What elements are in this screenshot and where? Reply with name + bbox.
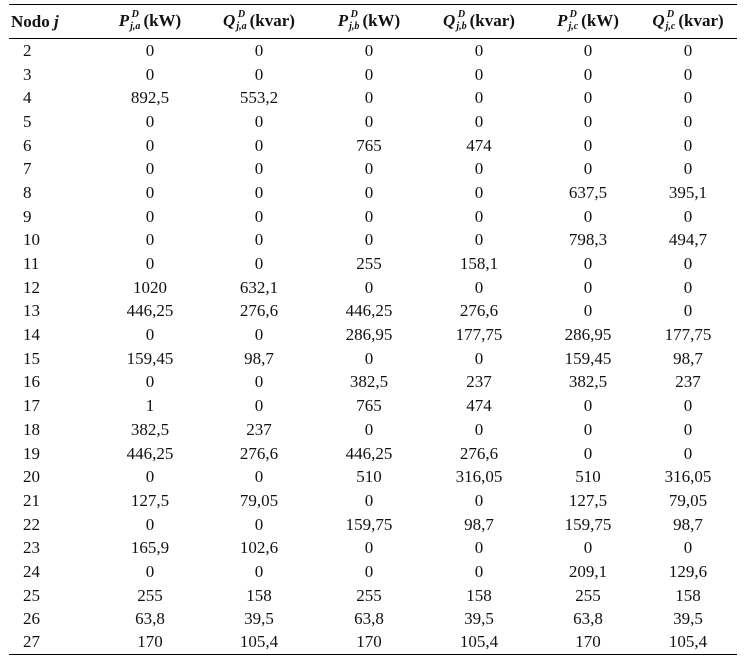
value-cell: 0 <box>364 230 374 250</box>
value-cell: 0 <box>254 135 264 155</box>
value-cell: 316,05 <box>664 467 712 487</box>
node-cell: 3 <box>23 64 32 84</box>
value-cell: 170 <box>317 631 421 655</box>
node-cell: 19 <box>23 443 40 463</box>
value-cell: 0 <box>683 396 693 416</box>
value-cell: 159,45 <box>126 348 174 368</box>
value-cell: 63,8 <box>354 609 384 629</box>
value-cell: 892,5 <box>130 88 170 108</box>
node-cell: 10 <box>23 230 40 250</box>
value-cell: 0 <box>474 182 484 202</box>
table-row <box>9 465 737 489</box>
value-cell: 0 <box>474 88 484 108</box>
value-cell: 0 <box>364 88 374 108</box>
value-cell: 177,75 <box>664 325 712 345</box>
value-cell: 158,1 <box>459 254 499 274</box>
value-cell: 0 <box>583 254 593 274</box>
node-cell: 18 <box>23 419 40 439</box>
table-row <box>9 560 737 584</box>
value-cell: 0 <box>364 206 374 226</box>
table-row <box>9 86 737 110</box>
value-cell: 0 <box>583 135 593 155</box>
table-row <box>9 631 737 655</box>
value-cell: 105,4 <box>639 631 737 655</box>
value-cell: 98,7 <box>673 514 703 534</box>
value-cell: 0 <box>145 64 155 84</box>
header-row <box>9 5 737 39</box>
value-cell: 0 <box>474 277 484 297</box>
value-cell: 395,1 <box>668 182 708 202</box>
value-cell: 0 <box>583 301 593 321</box>
table-row <box>9 394 737 418</box>
value-cell: 170 <box>99 631 201 655</box>
value-cell: 0 <box>145 467 155 487</box>
value-cell: 0 <box>145 514 155 534</box>
value-cell: 494,7 <box>668 230 708 250</box>
value-cell: 0 <box>254 372 264 392</box>
table-row <box>9 441 737 465</box>
value-cell: 39,5 <box>673 609 703 629</box>
value-cell: 0 <box>364 64 374 84</box>
value-cell: 0 <box>683 159 693 179</box>
table-row <box>9 133 737 157</box>
node-cell: 13 <box>23 301 40 321</box>
value-cell: 170 <box>537 631 639 655</box>
value-cell: 105,4 <box>421 631 537 655</box>
node-cell: 21 <box>23 490 40 510</box>
value-cell: 0 <box>583 396 593 416</box>
value-cell: 0 <box>145 372 155 392</box>
node-cell: 9 <box>23 206 32 226</box>
value-cell: 255 <box>356 254 382 274</box>
value-cell: 0 <box>683 206 693 226</box>
value-cell: 158 <box>466 585 492 605</box>
table-row <box>9 370 737 394</box>
value-cell: 102,6 <box>239 538 279 558</box>
value-cell: 39,5 <box>244 609 274 629</box>
value-cell: 165,9 <box>130 538 170 558</box>
value-cell: 0 <box>683 41 693 61</box>
value-cell: 510 <box>356 467 382 487</box>
value-cell: 0 <box>145 135 155 155</box>
value-cell: 159,75 <box>564 514 612 534</box>
node-cell: 11 <box>23 254 40 274</box>
value-cell: 0 <box>145 41 155 61</box>
value-cell: 798,3 <box>568 230 608 250</box>
table-row <box>9 346 737 370</box>
node-cell: 12 <box>23 277 40 297</box>
value-cell: 0 <box>145 182 155 202</box>
node-cell: 16 <box>23 372 40 392</box>
value-cell: 0 <box>254 111 264 131</box>
table-row <box>9 583 737 607</box>
table-row <box>9 418 737 442</box>
value-cell: 276,6 <box>459 443 499 463</box>
value-cell: 0 <box>145 159 155 179</box>
value-cell: 0 <box>364 111 374 131</box>
value-cell: 39,5 <box>464 609 494 629</box>
value-cell: 255 <box>356 585 382 605</box>
value-cell: 0 <box>583 277 593 297</box>
value-cell: 0 <box>145 254 155 274</box>
value-cell: 0 <box>583 64 593 84</box>
value-cell: 0 <box>683 277 693 297</box>
table-row <box>9 299 737 323</box>
value-cell: 0 <box>254 396 264 416</box>
value-cell: 159,75 <box>345 514 393 534</box>
value-cell: 276,6 <box>239 443 279 463</box>
value-cell: 98,7 <box>464 514 494 534</box>
value-cell: 316,05 <box>455 467 503 487</box>
value-cell: 0 <box>254 206 264 226</box>
value-cell: 0 <box>583 111 593 131</box>
value-cell: 0 <box>474 490 484 510</box>
value-cell: 0 <box>364 490 374 510</box>
value-cell: 276,6 <box>459 301 499 321</box>
table-row <box>9 39 737 63</box>
value-cell: 0 <box>254 230 264 250</box>
value-cell: 159,45 <box>564 348 612 368</box>
value-cell: 0 <box>474 561 484 581</box>
value-cell: 0 <box>583 41 593 61</box>
value-cell: 0 <box>474 230 484 250</box>
value-cell: 286,95 <box>345 325 393 345</box>
value-cell: 0 <box>364 41 374 61</box>
table-row <box>9 204 737 228</box>
value-cell: 0 <box>254 182 264 202</box>
table-row <box>9 252 737 276</box>
value-cell: 632,1 <box>239 277 279 297</box>
value-cell: 0 <box>145 325 155 345</box>
value-cell: 0 <box>583 419 593 439</box>
value-cell: 286,95 <box>564 325 612 345</box>
table-row <box>9 489 737 513</box>
value-cell: 0 <box>145 111 155 131</box>
node-cell: 25 <box>23 585 40 605</box>
value-cell: 765 <box>356 135 382 155</box>
value-cell: 1 <box>145 396 155 416</box>
value-cell: 0 <box>145 206 155 226</box>
value-cell: 255 <box>137 585 163 605</box>
value-cell: 0 <box>683 254 693 274</box>
value-cell: 276,6 <box>239 301 279 321</box>
value-cell: 0 <box>254 159 264 179</box>
value-cell: 63,8 <box>135 609 165 629</box>
value-cell: 474 <box>466 135 492 155</box>
value-cell: 0 <box>254 325 264 345</box>
value-cell: 0 <box>583 88 593 108</box>
value-cell: 237 <box>675 372 701 392</box>
value-cell: 0 <box>583 206 593 226</box>
load-data-table <box>9 4 737 655</box>
value-cell: 0 <box>254 41 264 61</box>
value-cell: 510 <box>575 467 601 487</box>
node-cell: 15 <box>23 348 40 368</box>
value-cell: 474 <box>466 396 492 416</box>
value-cell: 0 <box>583 538 593 558</box>
value-cell: 0 <box>683 64 693 84</box>
table-row <box>9 228 737 252</box>
node-cell: 20 <box>23 467 40 487</box>
table-row <box>9 110 737 134</box>
table-body <box>9 39 737 655</box>
value-cell: 0 <box>364 348 374 368</box>
table-row <box>9 323 737 347</box>
table-row <box>9 536 737 560</box>
value-cell: 0 <box>364 419 374 439</box>
header-p-a: P D j,a (kW) <box>99 5 201 39</box>
value-cell: 0 <box>583 443 593 463</box>
header-q-a: Q D j,a (kvar) <box>201 5 317 39</box>
value-cell: 0 <box>474 41 484 61</box>
node-cell: 7 <box>23 159 32 179</box>
value-cell: 0 <box>683 301 693 321</box>
value-cell: 0 <box>474 348 484 368</box>
value-cell: 98,7 <box>244 348 274 368</box>
table-row <box>9 62 737 86</box>
value-cell: 79,05 <box>668 490 708 510</box>
node-cell: 24 <box>23 561 40 581</box>
header-p-c: P D j,c (kW) <box>537 5 639 39</box>
value-cell: 0 <box>254 254 264 274</box>
node-cell: 4 <box>23 88 32 108</box>
value-cell: 237 <box>246 419 272 439</box>
value-cell: 0 <box>364 561 374 581</box>
value-cell: 158 <box>675 585 701 605</box>
header-p-b: P D j,b (kW) <box>317 5 421 39</box>
value-cell: 765 <box>356 396 382 416</box>
value-cell: 446,25 <box>345 443 393 463</box>
value-cell: 0 <box>254 561 264 581</box>
node-cell: 26 <box>23 609 40 629</box>
value-cell: 0 <box>683 111 693 131</box>
value-cell: 105,4 <box>201 631 317 655</box>
node-cell: 27 <box>9 631 99 655</box>
value-cell: 0 <box>683 88 693 108</box>
value-cell: 0 <box>254 514 264 534</box>
value-cell: 63,8 <box>573 609 603 629</box>
node-cell: 8 <box>23 182 32 202</box>
table-row <box>9 157 737 181</box>
value-cell: 553,2 <box>239 88 279 108</box>
value-cell: 127,5 <box>130 490 170 510</box>
value-cell: 0 <box>364 182 374 202</box>
value-cell: 0 <box>683 443 693 463</box>
node-cell: 2 <box>23 41 32 61</box>
value-cell: 0 <box>474 419 484 439</box>
value-cell: 98,7 <box>673 348 703 368</box>
value-cell: 382,5 <box>349 372 389 392</box>
value-cell: 446,25 <box>126 301 174 321</box>
node-cell: 22 <box>23 514 40 534</box>
value-cell: 0 <box>683 135 693 155</box>
value-cell: 0 <box>474 111 484 131</box>
value-cell: 0 <box>583 159 593 179</box>
value-cell: 0 <box>474 538 484 558</box>
value-cell: 0 <box>145 230 155 250</box>
header-q-c: Q D j,c (kvar) <box>639 5 737 39</box>
table-row <box>9 607 737 631</box>
value-cell: 446,25 <box>345 301 393 321</box>
node-cell: 23 <box>23 538 40 558</box>
value-cell: 79,05 <box>239 490 279 510</box>
value-cell: 127,5 <box>568 490 608 510</box>
node-cell: 5 <box>23 111 32 131</box>
value-cell: 0 <box>683 538 693 558</box>
value-cell: 237 <box>466 372 492 392</box>
value-cell: 0 <box>145 561 155 581</box>
value-cell: 0 <box>364 159 374 179</box>
value-cell: 0 <box>474 206 484 226</box>
value-cell: 382,5 <box>130 419 170 439</box>
value-cell: 177,75 <box>455 325 503 345</box>
table-row <box>9 512 737 536</box>
value-cell: 255 <box>575 585 601 605</box>
node-cell: 6 <box>23 135 32 155</box>
value-cell: 382,5 <box>568 372 608 392</box>
header-q-b: Q D j,b (kvar) <box>421 5 537 39</box>
node-cell: 14 <box>23 325 40 345</box>
table-row <box>9 275 737 299</box>
value-cell: 0 <box>254 64 264 84</box>
value-cell: 446,25 <box>126 443 174 463</box>
table-container <box>9 4 737 655</box>
value-cell: 129,6 <box>668 561 708 581</box>
table-row <box>9 181 737 205</box>
value-cell: 1020 <box>133 277 167 297</box>
value-cell: 0 <box>683 419 693 439</box>
value-cell: 0 <box>364 538 374 558</box>
value-cell: 209,1 <box>568 561 608 581</box>
header-node: Nodo j <box>9 5 99 39</box>
value-cell: 0 <box>254 467 264 487</box>
value-cell: 0 <box>364 277 374 297</box>
node-cell: 17 <box>23 396 40 416</box>
value-cell: 158 <box>246 585 272 605</box>
value-cell: 0 <box>474 64 484 84</box>
value-cell: 0 <box>474 159 484 179</box>
value-cell: 637,5 <box>568 182 608 202</box>
